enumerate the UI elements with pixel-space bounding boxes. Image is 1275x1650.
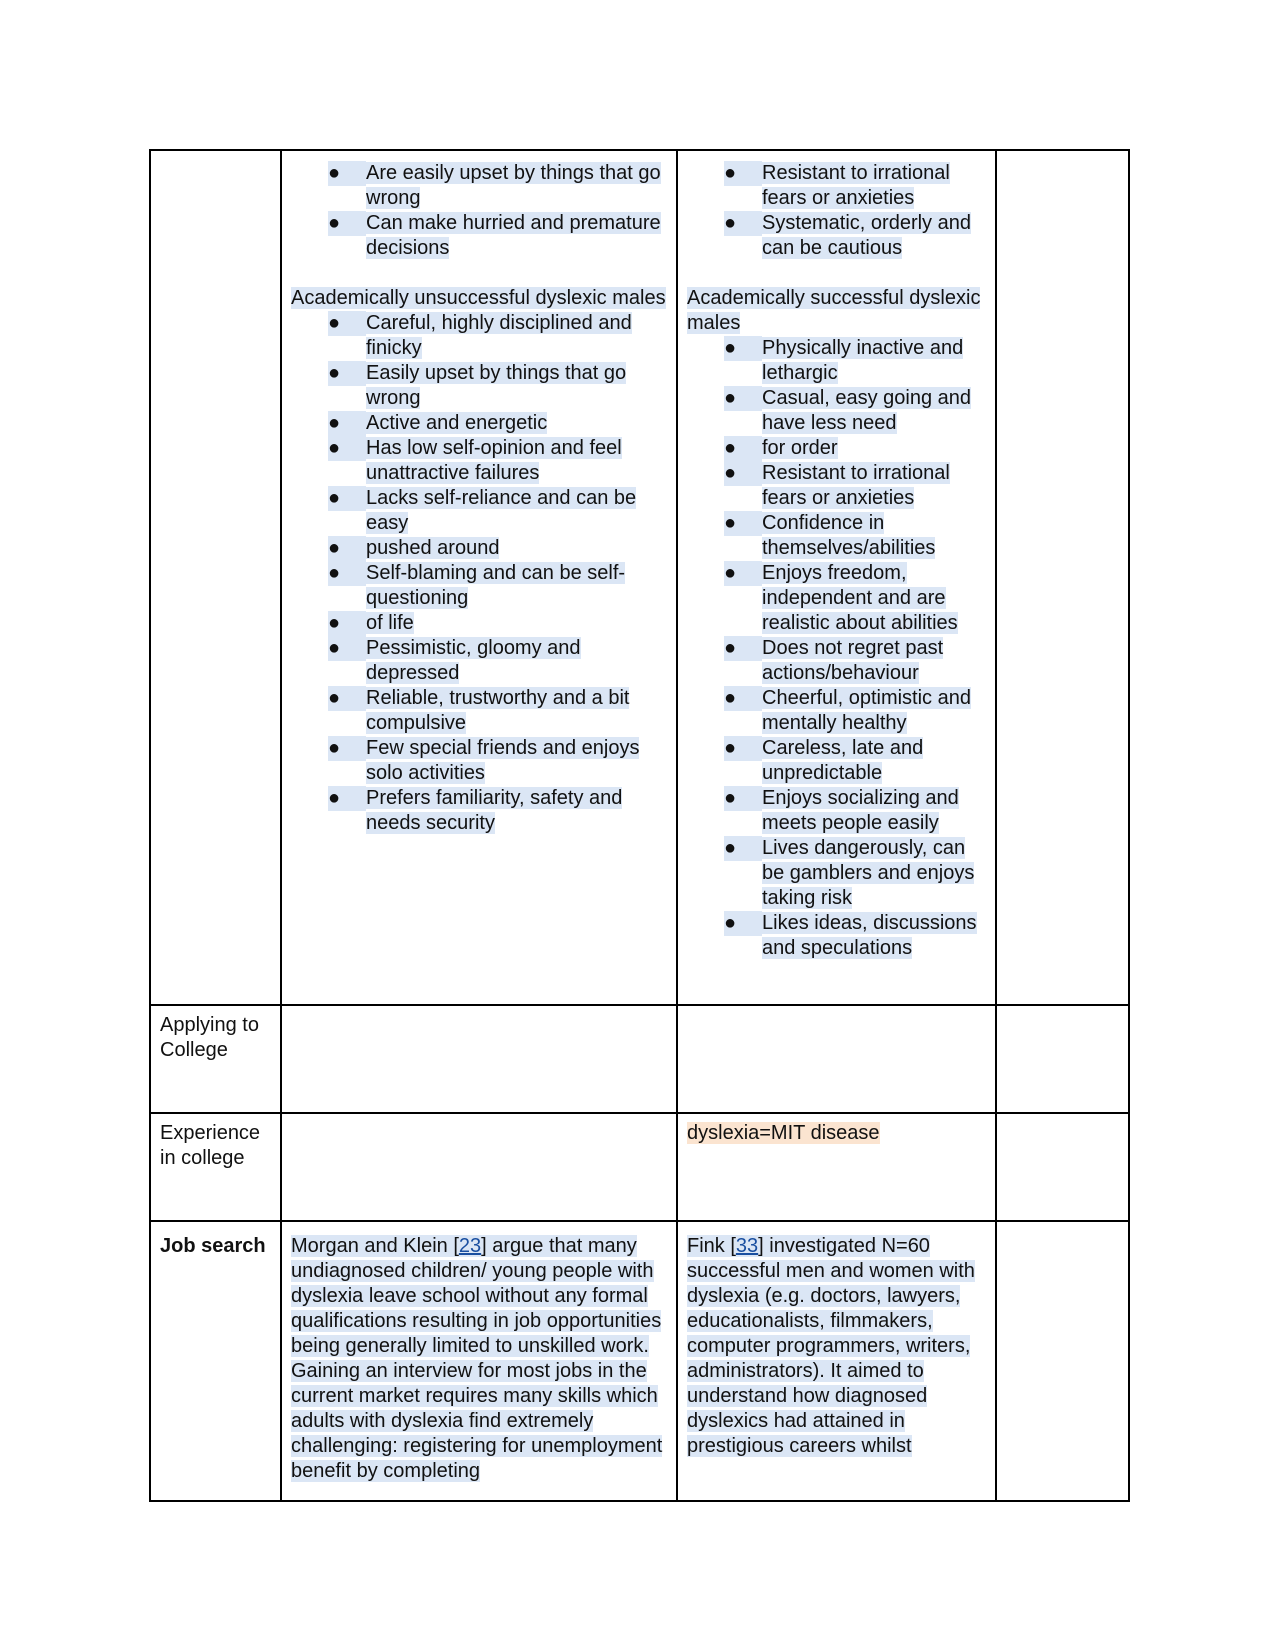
paragraph: Fink [33] investigated N=60 successful men and women with dyslexia (e.g. doctors, lawyers, educationalists, filmmakers, computer programmers, writers, administrators). It aimed to understand how diagnosed dyslexics had attained in prestigious careers whilst <box>687 1235 975 1457</box>
list-item: ● Physically inactive and lethargic <box>724 337 964 384</box>
notes-cell <box>996 1221 1129 1501</box>
list-item: ● Easily upset by things that go wrong <box>328 362 627 409</box>
bullet-icon: ● <box>724 436 762 461</box>
row-label-cell <box>150 1221 281 1501</box>
bullet-icon: ● <box>328 786 366 811</box>
list-item: ● Lacks self-reliance and can be easy <box>328 487 637 534</box>
list-item: ● for order <box>724 437 838 459</box>
bullet-icon: ● <box>328 211 366 236</box>
bullet-icon: ● <box>724 211 762 236</box>
bullet-icon: ● <box>724 561 762 586</box>
list-item: ● Does not regret past actions/behaviour <box>724 637 944 684</box>
list-item: ● Likes ideas, discussions and speculations <box>724 912 977 959</box>
list-item: ● Enjoys socializing and meets people easily <box>724 787 959 834</box>
col2-trait-list <box>291 311 667 836</box>
bullet-icon: ● <box>328 561 366 586</box>
list-item: ● Resistant to irrational fears or anxieties <box>724 162 950 209</box>
list-item: ● Active and energetic <box>328 412 548 434</box>
row-label: Job search <box>160 1235 266 1257</box>
list-item: ● Has low self-opinion and feel unattractive failures <box>328 437 622 484</box>
list-item: ● Cheerful, optimistic and mentally healthy <box>724 687 971 734</box>
bullet-icon: ● <box>328 611 366 636</box>
table-row-personality <box>150 150 1129 1005</box>
row-label-cell <box>150 1005 281 1113</box>
bullet-icon: ● <box>724 161 762 186</box>
bullet-icon: ● <box>724 386 762 411</box>
bullet-icon: ● <box>328 436 366 461</box>
successful-cell <box>677 150 996 1005</box>
table-row-applying <box>150 1005 1129 1113</box>
bullet-icon: ● <box>724 336 762 361</box>
list-item: ● Casual, easy going and have less need <box>724 387 972 434</box>
citation-link[interactable]: 23 <box>458 1235 482 1257</box>
bullet-icon: ● <box>724 461 762 486</box>
bullet-icon: ● <box>724 911 762 936</box>
col3-top-list <box>687 161 986 261</box>
row-label-cell <box>150 150 281 1005</box>
bullet-icon: ● <box>328 161 366 186</box>
notes-cell <box>996 1113 1129 1221</box>
paragraph: Morgan and Klein [23] argue that many undiagnosed children/ young people with dyslexia leave school without any formal qualifications resulting in job opportunities being generally limited to unskilled work. Gaining an interview for most jobs in the current market requires many skills which adults with dyslexia find extremely challenging: registering for unemployment benefit by completing <box>291 1235 663 1482</box>
bullet-icon: ● <box>724 511 762 536</box>
bullet-icon: ● <box>328 736 366 761</box>
bullet-icon: ● <box>724 836 762 861</box>
unsuccessful-cell <box>281 1113 677 1221</box>
list-item: ● Reliable, trustworthy and a bit compulsive <box>328 687 630 734</box>
list-item: ● pushed around <box>328 537 500 559</box>
citation-link[interactable]: 33 <box>735 1235 759 1257</box>
bullet-icon: ● <box>724 686 762 711</box>
col3-trait-list <box>687 336 986 961</box>
unsuccessful-cell <box>281 150 677 1005</box>
list-item: ● Prefers familiarity, safety and needs security <box>328 787 623 834</box>
list-item: ● Few special friends and enjoys solo activities <box>328 737 640 784</box>
list-item: ● Can make hurried and premature decisions <box>328 212 661 259</box>
bullet-icon: ● <box>724 636 762 661</box>
section-heading: Academically unsuccessful dyslexic males <box>291 287 666 309</box>
successful-cell <box>677 1221 996 1501</box>
list-item: ● Careless, late and unpredictable <box>724 737 924 784</box>
list-item: ● Confidence in themselves/abilities <box>724 512 936 559</box>
section-heading: Academically successful dyslexic males <box>687 287 981 334</box>
list-item: ● Lives dangerously, can be gamblers and enjoys taking risk <box>724 837 975 909</box>
list-item: ● Resistant to irrational fears or anxieties <box>724 462 950 509</box>
list-item: ● Self-blaming and can be self-questioning <box>328 562 626 609</box>
bullet-icon: ● <box>328 361 366 386</box>
col2-top-list <box>291 161 667 261</box>
row-label: Experience in college <box>160 1122 261 1169</box>
comment-highlight: dyslexia=MIT disease <box>687 1122 880 1144</box>
table-row-job-search <box>150 1221 1129 1501</box>
bullet-icon: ● <box>724 786 762 811</box>
list-item: ● Enjoys freedom, independent and are realistic about abilities <box>724 562 958 634</box>
list-item: ● of life <box>328 612 414 634</box>
unsuccessful-cell <box>281 1221 677 1501</box>
list-item: ● Systematic, orderly and can be cautious <box>724 212 971 259</box>
comparison-table <box>149 149 1130 1502</box>
bullet-icon: ● <box>328 411 366 436</box>
successful-cell <box>677 1005 996 1113</box>
bullet-icon: ● <box>328 486 366 511</box>
bullet-icon: ● <box>328 536 366 561</box>
list-item: ● Careful, highly disciplined and finicky <box>328 312 632 359</box>
list-item: ● Are easily upset by things that go wrong <box>328 162 661 209</box>
row-label: Applying to College <box>160 1014 259 1061</box>
successful-cell <box>677 1113 996 1221</box>
bullet-icon: ● <box>328 686 366 711</box>
table-row-experience <box>150 1113 1129 1221</box>
notes-cell <box>996 150 1129 1005</box>
row-label-cell <box>150 1113 281 1221</box>
bullet-icon: ● <box>328 636 366 661</box>
notes-cell <box>996 1005 1129 1113</box>
bullet-icon: ● <box>724 736 762 761</box>
list-item: ● Pessimistic, gloomy and depressed <box>328 637 581 684</box>
bullet-icon: ● <box>328 311 366 336</box>
unsuccessful-cell <box>281 1005 677 1113</box>
